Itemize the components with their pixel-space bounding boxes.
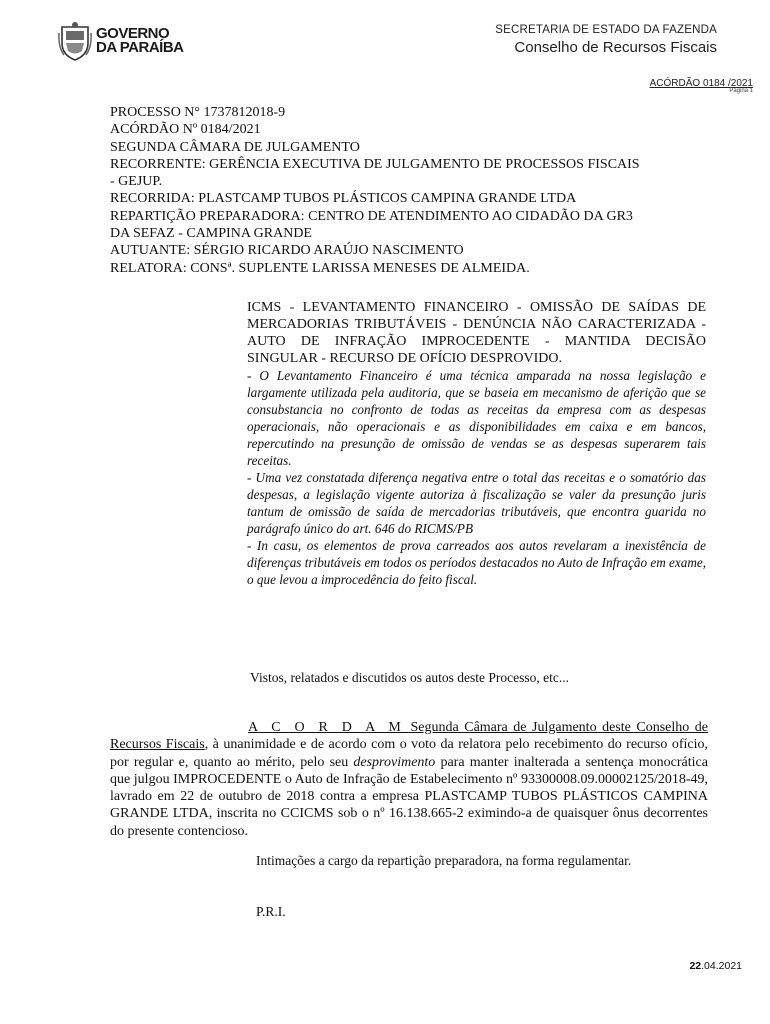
process-line: ACÓRDÃO Nº 0184/2021: [110, 122, 261, 138]
document-date: [689, 960, 742, 972]
process-line: PROCESSO N° 1737812018-9: [110, 105, 286, 120]
logo-text: [96, 27, 184, 55]
vistos-text: Vistos, relatados e discutidos os autos deste Processo, etc...: [250, 670, 570, 685]
process-line: - GEJUP.: [110, 174, 163, 190]
ementa-paragraph: - In casu, os elementos de prova carreados aos autos revelaram a inexistência de diferenças tributáveis em todos os períodos destacados no Auto de Infração em exame, o que levou a improcedência do feito fiscal.: [247, 538, 706, 587]
recursos-fiscais-text: Recursos Fiscais: [110, 737, 205, 753]
intimacoes-text: Intimações a cargo da repartição preparadora, na forma regulamentar.: [256, 853, 632, 868]
process-line: SEGUNDA CÂMARA DE JULGAMENTO: [110, 139, 360, 155]
acordao-ref-number: ACÓRDÃO 0184 /2021: [649, 78, 753, 89]
watermark-left: 03 de Fevereiro: [243, 632, 361, 649]
process-line: RECORRENTE: GERÊNCIA EXECUTIVA DE JULGAMENTO DE PROCESSOS FISCAIS: [110, 156, 640, 172]
process-line: RELATORA: CONSª. SUPLENTE LARISSA MENESES DE ALMEIDA.: [110, 260, 530, 276]
ementa-title: ICMS - LEVANTAMENTO FINANCEIRO - OMISSÃO DE SAÍDAS DE MERCADORIAS TRIBUTÁVEIS - DENÚNCIA NÃO CARACTERIZADA - AUTO DE INFRAÇÃO IMPROCEDENTE - MANTIDA DECISÃO SINGULAR - RECURSO DE OFÍCIO DESPROVIDO.: [247, 300, 706, 366]
logo-line-1: GOVERNO: [96, 25, 170, 42]
conselho-title: Conselho de Recursos Fiscais: [514, 39, 717, 56]
acordao-reference: [650, 78, 753, 94]
acordam-part-2: , à unanimidade e de acordo com o voto da relatora pelo recebimento do recurso ofício, por regular e, quanto ao mérito, pelo seu: [110, 737, 709, 770]
process-details: [110, 104, 710, 277]
ementa-paragraph: - O Levantamento Financeiro é uma técnica amparada na nossa legislação e largamente utilizada pela auditoria, que se baseia em mecanismo de aferição que se consubstancia no confronto de todas as receitas da empresa com as despesas operacionais, não operacionais e as disponibilidades em caixa e em bancos, repercutindo na presunção de omissão de vendas se as despesas superarem tais receitas.: [247, 368, 706, 468]
process-line: DA SEFAZ - CAMPINA GRANDE: [110, 226, 312, 242]
acordam-section: [110, 719, 708, 840]
coat-of-arms-icon: [58, 21, 92, 61]
desprovimento-text: desprovimento: [353, 754, 436, 770]
acordam-part-1: Segunda Câmara de Julgamento deste Conselho de: [404, 720, 709, 735]
process-line: REPARTIÇÃO PREPARADORA: CENTRO DE ATENDIMENTO AO CIDADÃO DA GR3: [110, 208, 633, 224]
watermark-right: de 1832: [448, 636, 507, 653]
process-line: AUTUANTE: SÉRGIO RICARDO ARAÚJO NASCIMENTO: [110, 243, 464, 259]
header-right: [495, 24, 717, 56]
logo-line-2: DA PARAÍBA: [96, 39, 184, 56]
date-day: 22: [689, 960, 702, 972]
page-number: Página 1: [729, 88, 753, 94]
watermark: [243, 632, 543, 662]
acordam-part-3: para manter inalterada a sentença monocrática que julgou IMPROCEDENTE o Auto de Infração de Estabelecimento nº 93300008.09.00002125/2018-49, lavrado em 22 de outubro de 2018 contra a empresa PLASTCAMP TUBOS PLÁSTICOS CAMPINA GRANDE LTDA, inscrita no CCICMS sob o nº 16.138.665-2 eximindo-a de quaisquer ônus decorrentes do presente contencioso.: [110, 754, 708, 839]
governo-paraiba-logo: [58, 20, 188, 62]
process-line: RECORRIDA: PLASTCAMP TUBOS PLÁSTICOS CAMPINA GRANDE LTDA: [110, 191, 577, 207]
acordam-heading: A C O R D A M: [248, 720, 405, 735]
pri-text: P.R.I.: [256, 904, 286, 919]
acordam-paragraph: [110, 719, 708, 840]
date-rest: .04.2021: [701, 960, 742, 972]
ementa-paragraph: - Uma vez constatada diferença negativa entre o total das receitas e o somatório das despesas, a legislação vigente autoriza à fiscalização se valer da presunção juris tantum de omissão de saída de mercadorias tributáveis, que encontra guarida no parágrafo único do art. 646 do RICMS/PB: [247, 470, 706, 536]
secretaria-title: SECRETARIA DE ESTADO DA FAZENDA: [495, 24, 717, 36]
ementa: [247, 299, 706, 588]
